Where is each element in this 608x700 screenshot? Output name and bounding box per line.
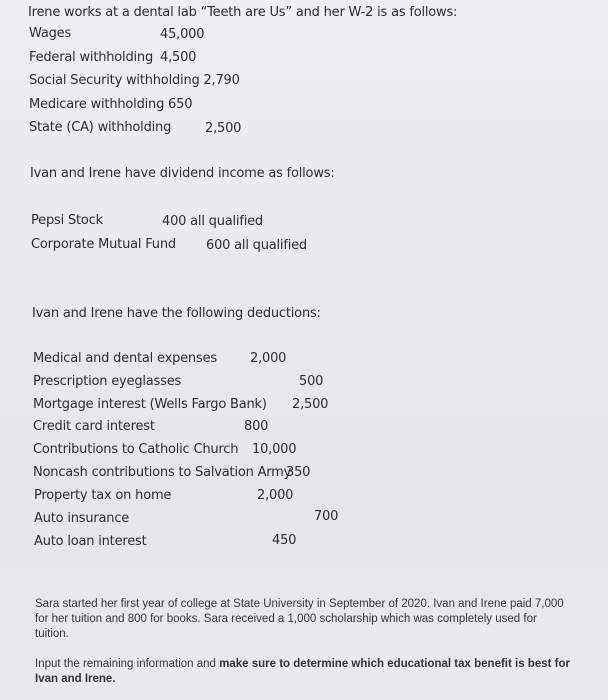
sara-line-3: tuition. [35, 628, 69, 640]
instruction-line-2: Ivan and Irene. [35, 673, 116, 685]
noncash-value: 350 [286, 465, 311, 480]
eyeglasses-label: Prescription eyeglasses [33, 374, 182, 389]
church-value: 10,000 [252, 442, 297, 457]
auto-insurance-value: 700 [314, 509, 339, 524]
medical-value: 2,000 [250, 351, 287, 366]
federal-withholding-value: 4,500 [160, 50, 197, 65]
eyeglasses-value: 500 [299, 374, 324, 389]
instruction-prefix: Input the remaining information and [35, 658, 220, 670]
dividends-heading: Ivan and Irene have dividend income as follows: [30, 166, 335, 181]
mortgage-value: 2,500 [292, 397, 329, 412]
mortgage-label: Mortgage interest (Wells Fargo Bank) [33, 397, 267, 412]
federal-withholding-label: Federal withholding [29, 50, 154, 65]
instruction-paragraph [35, 657, 570, 687]
auto-loan-label: Auto loan interest [34, 534, 147, 549]
sara-paragraph [35, 597, 564, 642]
noncash-label: Noncash contributions to Salvation Army [33, 465, 292, 480]
medicare-line: Medicare withholding 650 [29, 97, 193, 112]
sara-line-1: Sara started her first year of college at State University in September of 2020. Ivan and Irene paid 7,000 [35, 598, 564, 610]
mutual-fund-value: 600 all qualified [206, 238, 307, 253]
auto-loan-value: 450 [272, 533, 297, 548]
medical-label: Medical and dental expenses [33, 351, 217, 366]
state-withholding-value: 2,500 [205, 121, 242, 136]
instruction-line-1 [35, 657, 570, 672]
wages-value: 45,000 [160, 27, 205, 42]
property-tax-label: Property tax on home [34, 488, 172, 503]
pepsi-stock-value: 400 all qualified [162, 214, 263, 229]
property-tax-value: 2,000 [257, 488, 294, 503]
auto-insurance-label: Auto insurance [34, 511, 130, 526]
sara-line-2: for her tuition and 800 for books. Sara received a 1,000 scholarship which was completely used for [35, 613, 537, 625]
wages-label: Wages [29, 26, 72, 41]
pepsi-stock-label: Pepsi Stock [31, 213, 103, 228]
mutual-fund-label: Corporate Mutual Fund [31, 237, 176, 252]
state-withholding-label: State (CA) withholding [29, 120, 172, 135]
social-security-line: Social Security withholding 2,790 [29, 73, 240, 88]
credit-card-value: 800 [244, 419, 269, 434]
intro-text: Irene works at a dental lab “Teeth are Us” and her W-2 is as follows: [28, 5, 458, 20]
instruction-bold: make sure to determine which educational tax benefit is best for [219, 658, 570, 670]
church-label: Contributions to Catholic Church [33, 442, 239, 457]
deductions-heading: Ivan and Irene have the following deductions: [32, 306, 321, 321]
credit-card-label: Credit card interest [33, 419, 155, 434]
